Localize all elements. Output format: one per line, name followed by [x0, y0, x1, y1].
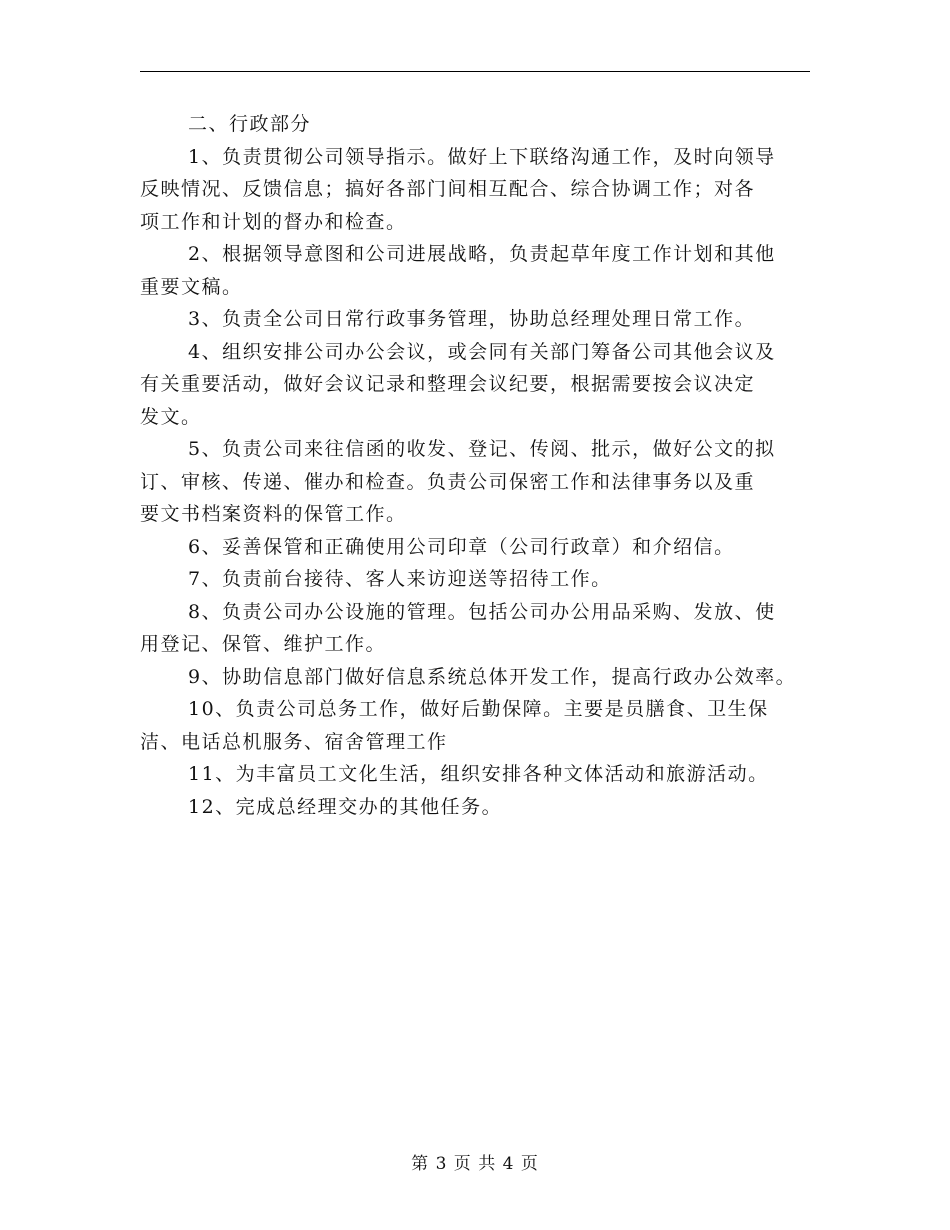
paragraph-line: 重要文稿。	[140, 275, 243, 298]
paragraph-3	[140, 303, 820, 336]
paragraph-line: 10、负责公司总务工作，做好后勤保障。主要是员膳食、卫生保	[188, 698, 769, 720]
paragraph-line: 1、负责贯彻公司领导指示。做好上下联络沟通工作，及时向领导	[188, 145, 776, 168]
paragraph-line: 洁、电话总机服务、宿舍管理工作	[140, 730, 448, 753]
paragraph-line: 2、根据领导意图和公司进展战略，负责起草年度工作计划和其他	[188, 243, 776, 265]
paragraph-line: 12、完成总经理交办的其他任务。	[188, 795, 503, 818]
paragraph-line: 反映情况、反馈信息；搞好各部门间相互配合、综合协调工作；对各	[140, 178, 756, 200]
paragraph-line: 7、负责前台接待、客人来访迎送等招待工作。	[188, 568, 612, 590]
paragraph-line: 5、负责公司来往信函的收发、登记、传阅、批示，做好公文的拟	[188, 438, 776, 460]
page-label-mid: 页 共	[453, 1154, 497, 1174]
paragraph-line: 8、负责公司办公设施的管理。包括公司办公用品采购、发放、使	[188, 600, 776, 623]
paragraph-line: 项工作和计划的督办和检查。	[140, 210, 407, 233]
paragraph-line: 发文。	[140, 405, 202, 428]
paragraph-line: 6、妥善保管和正确使用公司印章（公司行政章）和介绍信。	[188, 535, 735, 558]
header-rule	[140, 71, 810, 72]
paragraph-4	[140, 336, 820, 434]
current-page-number: 3	[435, 1154, 448, 1174]
paragraph-line: 用登记、保管、维护工作。	[140, 633, 387, 655]
paragraph-line: 4、组织安排公司办公会议，或会同有关部门筹备公司其他会议及	[188, 340, 776, 363]
paragraph-2	[140, 238, 820, 303]
paragraph-line: 要文书档案资料的保管工作。	[140, 503, 407, 525]
paragraph-line: 订、审核、传递、催办和检查。负责公司保密工作和法律事务以及重	[140, 470, 756, 493]
page-footer	[0, 1152, 950, 1176]
paragraph-10	[140, 693, 820, 758]
document-body	[140, 108, 820, 823]
paragraph-5	[140, 433, 820, 531]
page-label-suffix: 页	[520, 1154, 539, 1174]
paragraph-line: 9、协助信息部门做好信息系统总体开发工作，提高行政办公效率。	[188, 665, 797, 688]
paragraph-12	[140, 791, 820, 824]
page-label-prefix: 第	[411, 1154, 430, 1174]
paragraph-8	[140, 596, 820, 661]
paragraph-11	[140, 758, 820, 791]
paragraph-6	[140, 531, 820, 564]
paragraph-9	[140, 661, 820, 694]
section-heading: 二、行政部分	[188, 113, 312, 135]
paragraph-line: 3、负责全公司日常行政事务管理，协助总经理处理日常工作。	[188, 308, 756, 330]
paragraph-7	[140, 563, 820, 596]
paragraph-line: 11、为丰富员工文化生活，组织安排各种文体活动和旅游活动。	[188, 763, 769, 785]
paragraph-line: 有关重要活动，做好会议记录和整理会议纪要，根据需要按会议决定	[140, 373, 756, 395]
paragraph-1	[140, 141, 820, 239]
total-pages-number: 4	[502, 1154, 515, 1174]
